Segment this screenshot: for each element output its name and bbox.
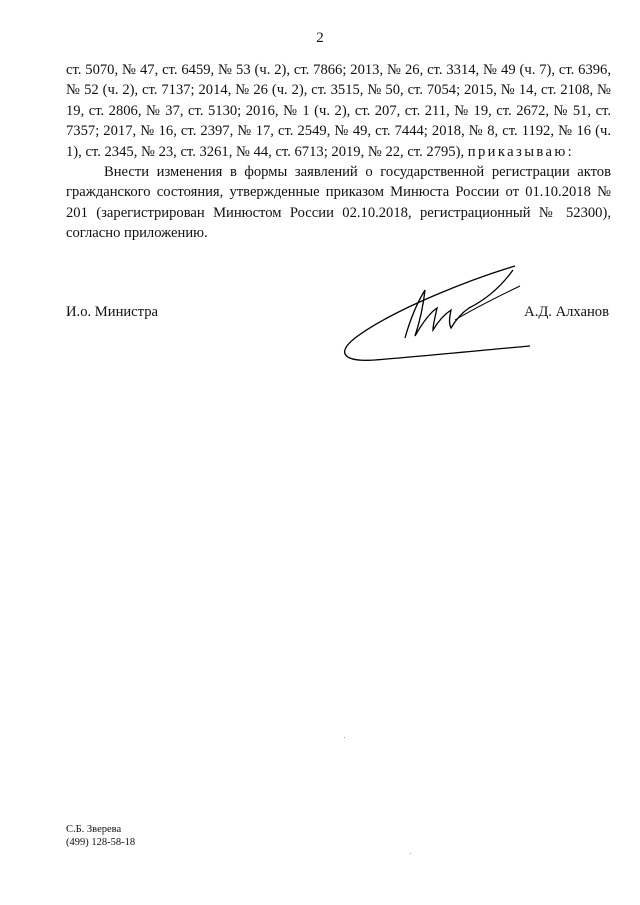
citation-paragraph [66, 60, 611, 162]
scan-speck [344, 737, 345, 738]
executor-block [66, 824, 135, 849]
signer-name: А.Д. Алханов [524, 304, 609, 320]
position-title: И.о. Министра [66, 304, 158, 320]
page-number: 2 [316, 30, 324, 46]
signature-image [335, 258, 535, 370]
scan-speck [410, 853, 411, 854]
order-word: приказываю: [467, 143, 575, 160]
instruction-paragraph: Внести изменения в формы заявлений о государственной регистрации актов гражданского состояния, утвержденные приказом Минюста России от 01.10.2018 № 201 (зарегистрирован Минюстом России 02.10.2018, регистрационный № 52300), согласно приложению. [66, 164, 611, 242]
citation-text: ст. 5070, № 47, ст. 6459, № 53 (ч. 2), ст. 7866; 2013, № 26, ст. 3314, № 49 (ч. 7), ст. 6396, № 52 (ч. 2), ст. 7137; 2014, № 26 (ч. 2), ст. 3515, № 50, ст. 7054; 2015, № 14, ст. 2108, № 19, ст. 2806, № 37, ст. 5130; 2016, № 1 (ч. 2), ст. 207, ст. 211, № 19, ст. 2672, № 51, ст. 7357; 2017, № 16, ст. 2397, № 17, ст. 2549, № 49, ст. 7444; 2018, № 8, ст. 1192, № 16 (ч. 1), ст. 2345, № 23, ст. 3261, № 44, ст. 6713; 2019, № 22, ст. 2795), [66, 62, 611, 160]
executor-phone: (499) 128-58-18 [66, 836, 136, 848]
document-body [66, 60, 611, 244]
executor-name: С.Б. Зверева [66, 824, 122, 835]
